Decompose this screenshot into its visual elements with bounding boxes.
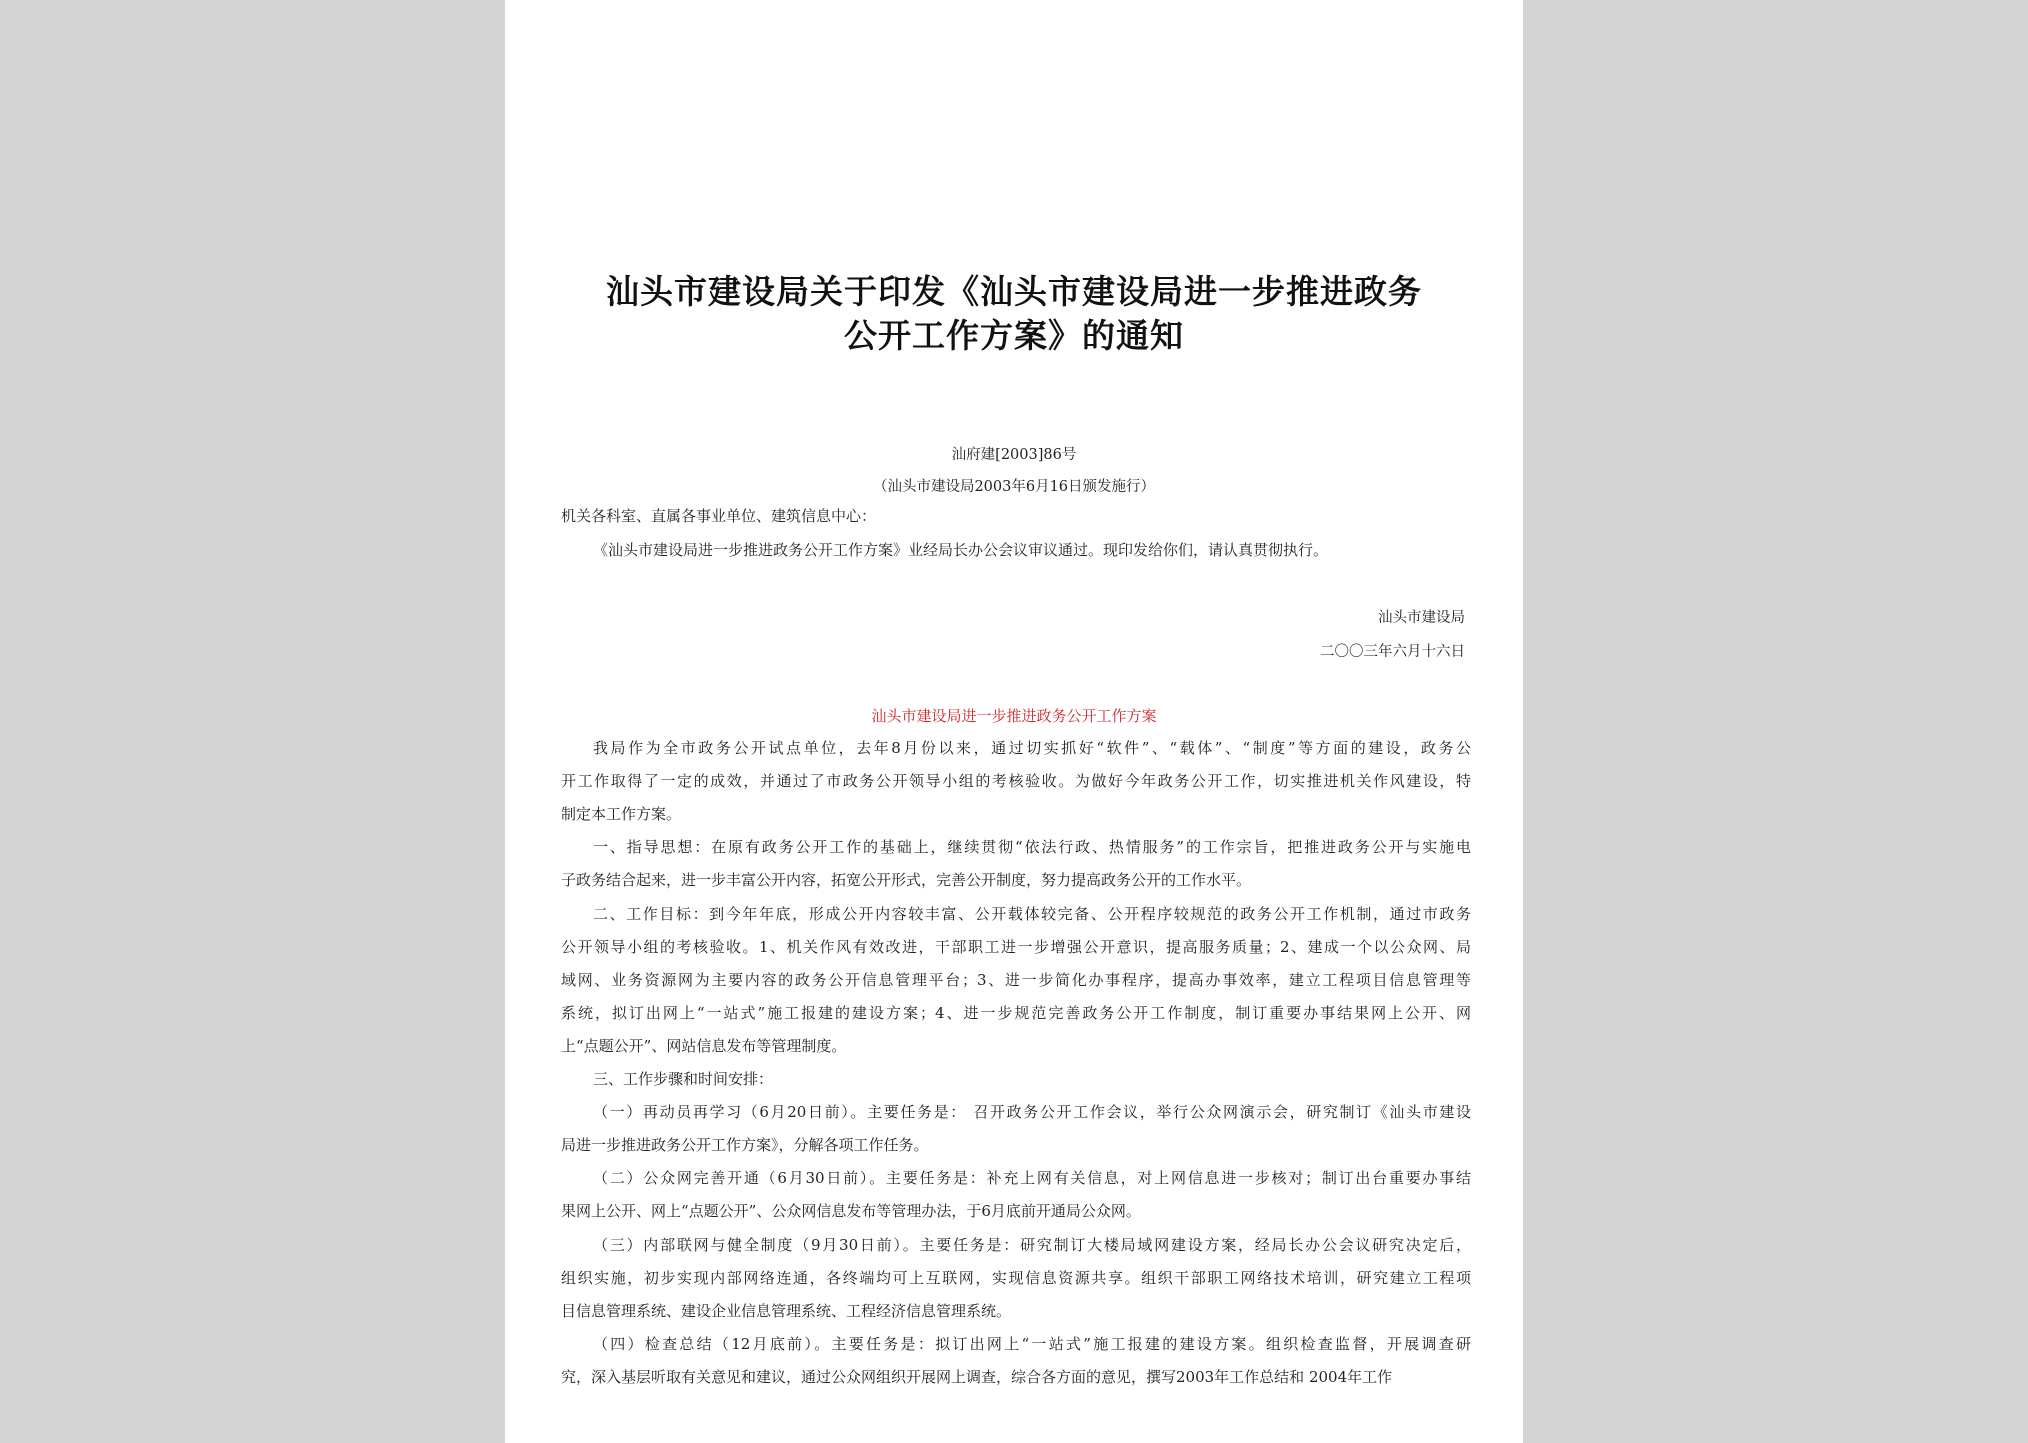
addressee: 机关各科室、直属各事业单位、建筑信息中心： (561, 507, 877, 525)
plan-title: 汕头市建设局进一步推进政务公开工作方案 (871, 707, 1157, 725)
plan-line: 果网上公开、网上“点题公开”、公众网信息发布等管理办法，于6月底前开通局公众网。 (561, 1202, 1141, 1221)
plan-line: 我局作为全市政务公开试点单位，去年8月份以来，通过切实抓好“软件”、“载体”、“制度”等方面的建设，政务公 (593, 739, 1471, 757)
document-number: 汕府建[2003]86号 (951, 447, 1077, 463)
plan-line: 子政务结合起来，进一步丰富公开内容，拓宽公开形式，完善公开制度，努力提高政务公开的工作水平。 (561, 871, 1252, 890)
plan-line: 系统，拟订出网上“一站式”施工报建的建设方案；4、进一步规范完善政务公开工作制度，制订重要办事结果网上公开、网 (561, 1003, 1471, 1022)
plan-line: （四）检查总结（12月底前）。主要任务是：拟订出网上“一站式”施工报建的建设方案。组织检查监督，开展调查研 (593, 1334, 1471, 1353)
plan-line: 究，深入基层听取有关意见和建议，通过公众网组织开展网上调查，综合各方面的意见，撰写2003年工作总结和 2004年工作 (561, 1367, 1393, 1386)
plan-line: 三、工作步骤和时间安排： (593, 1070, 774, 1088)
notice-title-line-1: 汕头市建设局关于印发《汕头市建设局进一步推进政务 (606, 272, 1422, 311)
plan-line: 公开领导小组的考核验收。1、机关作风有效改进，干部职工进一步增强公开意识，提高服务质量；2、建成一个以公众网、局 (561, 937, 1471, 956)
plan-line: 上“点题公开”、网站信息发布等管理制度。 (561, 1036, 847, 1055)
plan-line: （一）再动员再学习（6月20日前）。主要任务是： 召开政务公开工作会议，举行公众网演示会，研究制订《汕头市建设 (593, 1103, 1471, 1122)
plan-line: 开工作取得了一定的成效，并通过了市政务公开领导小组的考核验收。为做好今年政务公开工作，切实推进机关作风建设，特 (561, 772, 1471, 791)
plan-line: 制定本工作方案。 (561, 805, 682, 824)
plan-line: 一、指导思想：在原有政务公开工作的基础上，继续贯彻“依法行政、热情服务”的工作宗旨，把推进政务公开与实施电 (593, 838, 1471, 857)
plan-line: 目信息管理系统、建设企业信息管理系统、工程经济信息管理系统。 (561, 1301, 1012, 1320)
document-page (505, 0, 1523, 1443)
plan-line: 局进一步推进政务公开工作方案》，分解各项工作任务。 (561, 1136, 929, 1155)
signature-org: 汕头市建设局 (1378, 610, 1465, 626)
plan-line: 组织实施，初步实现内部网络连通，各终端均可上互联网，实现信息资源共享。组织干部职工网络技术培训，研究建立工程项 (561, 1268, 1471, 1287)
plan-line: （三）内部联网与健全制度（9月30日前）。主要任务是：研究制订大楼局域网建设方案，经局长办公会议研究决定后， (593, 1235, 1471, 1254)
issued-note: （汕头市建设局2003年6月16日颁发施行） (872, 479, 1156, 495)
notice-body: 《汕头市建设局进一步推进政务公开工作方案》业经局长办公会议审议通过。现印发给你们，请认真贯彻执行。 (593, 541, 1329, 559)
plan-line: 二、工作目标：到今年年底，形成公开内容较丰富、公开载体较完备、公开程序较规范的政务公开工作机制，通过市政务 (593, 904, 1471, 923)
plan-line: 域网、业务资源网为主要内容的政务公开信息管理平台；3、进一步简化办事程序，提高办事效率，建立工程项目信息管理等 (561, 970, 1471, 989)
signature-date: 二〇〇三年六月十六日 (1320, 644, 1465, 660)
notice-title-line-2: 公开工作方案》的通知 (844, 316, 1184, 355)
plan-line: （二）公众网完善开通（6月30日前）。主要任务是：补充上网有关信息，对上网信息进一步核对；制订出台重要办事结 (593, 1169, 1471, 1188)
